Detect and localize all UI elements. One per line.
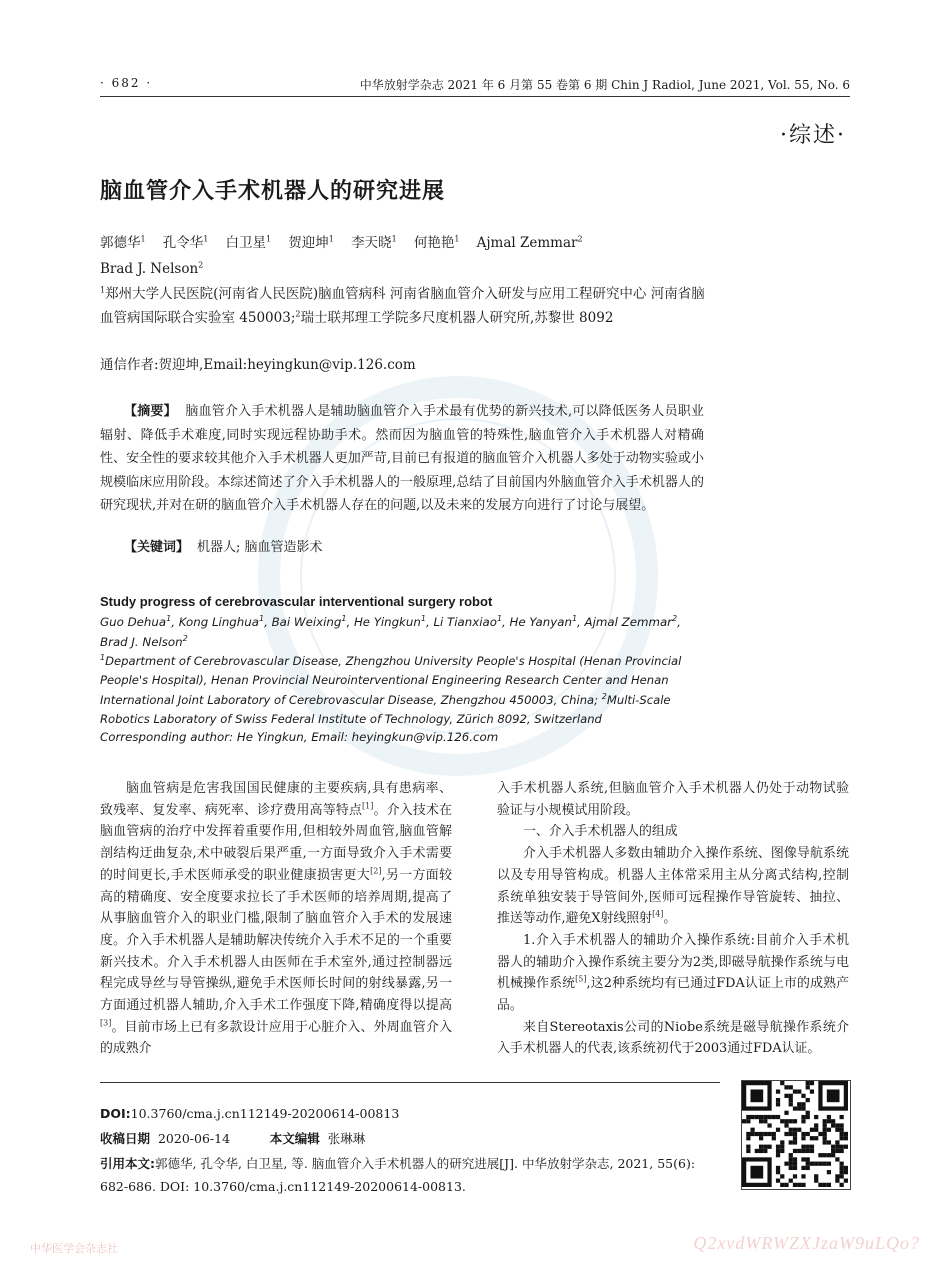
doi-link[interactable]: 10.3760/cma.j.cn112149-20200614-00813 — [130, 1106, 400, 1121]
author: Brad J. Nelson$^2$ — [100, 260, 204, 277]
citation-ref[interactable]: [2] — [370, 866, 382, 876]
keywords — [124, 536, 323, 555]
keywords-text: 机器人; 脑血管造影术 — [197, 540, 323, 555]
body-paragraph: 1.介入手术机器人的辅助介入操作系统:目前介入手术机器人的辅助介入操作系统主要分为2类,即磁导航操作系统与电机械操作系统[5],这2种系统均有已通过FDA认证上市的成熟产品。 — [497, 932, 850, 1014]
article-title: 脑血管介入手术机器人的研究进展 — [100, 179, 446, 204]
doi-line: DOI:10.3760/cma.j.cn112149-20200614-00813 — [100, 1106, 400, 1121]
body-paragraph: 脑血管病是危害我国国民健康的主要疾病,具有患病率、致残率、复发率、病死率、诊疗费用高等特点[1]。介入技术在脑血管病的治疗中发挥着重要作用,但相较外周血管,脑血管解剖结构迂曲复杂,术中破裂后果严重,一方面导致介入手术需要的时间更长,手术医师承受的职业健康损害更大[2],另一方面较高的精确度、安全度要求拉长了手术医师的培养周期,提高了从事脑血管介入的职业门槛,限制了脑血管介入手术的发展速度。介入手术机器人是辅助解决传统介入手术不足的一个重要新兴技术。介入手术机器人由医师在手术室外,通过控制器远程完成导丝与导管操纵,避免手术医师长时间的射线暴露,另一方面通过机器人辅助,介入手术工作强度下降,精确度得以提高[3]。目前市场上已有多款设计应用于心脏介入、外周血管介入的成熟介 — [100, 781, 453, 1057]
header-rule — [100, 96, 850, 97]
citation-line: 引用本文:郭德华, 孔令华, 白卫星, 等. 脑血管介入手术机器人的研究进展[J]. 中华放射学杂志, 2021, 55(6): 682-686. DOI: 10.3760/cma.j.cn112149-20200614-00813. — [100, 1156, 696, 1194]
author: Ajmal Zemmar$^2$ — [476, 234, 583, 251]
affiliation-en: $^1$Department of Cerebrovascular Disease, Zhengzhou University People's Hospital (Henan Provincial People's Hospital), Henan Provincial Neurointerventional Engineering Research Center and Henan International Joint Laboratory of Cerebrovascular Disease, Zhengzhou 450003, China; $^2$Multi-Scale Robotics Laboratory of Swiss Federal Institute of Technology, Zürich 8092, Switzerland — [100, 653, 682, 727]
author: 郭德华$^1$ — [100, 234, 146, 251]
body-column-left — [100, 778, 452, 1060]
body-paragraph: 入手术机器人系统,但脑血管介入手术机器人仍处于动物试验验证与小规模试用阶段。 — [497, 781, 849, 818]
section-tag: ·综述· — [780, 123, 846, 148]
citation-ref[interactable]: [5] — [575, 975, 587, 985]
corresponding-author-cn: 通信作者:贺迎坤,Email:heyingkun@vip.126.com — [100, 357, 416, 373]
page-number: · 682 · — [100, 76, 153, 90]
running-head: 中华放射学杂志 2021 年 6 月第 55 卷第 6 期 Chin J Radiol, June 2021, Vol. 55, No. 6 — [359, 78, 850, 92]
author-list-cn — [100, 230, 720, 282]
author: 孔令华$^1$ — [162, 234, 209, 251]
citation-ref[interactable]: [1] — [362, 801, 374, 811]
keywords-label: 【关键词】 — [124, 540, 190, 555]
publisher-watermark-logo: 中华医学会杂志社 — [30, 1242, 118, 1255]
author: 白卫星$^1$ — [225, 234, 272, 251]
qr-code[interactable] — [741, 1080, 851, 1190]
qr-code-icon — [742, 1081, 848, 1187]
abstract-label: 【摘要】 — [124, 404, 177, 419]
author: 何艳艳$^1$ — [413, 234, 460, 251]
abstract-text: 脑血管介入手术机器人是辅助脑血管介入手术最有优势的新兴技术,可以降低医务人员职业辐射、降低手术难度,同时实现远程协助手术。然而因为脑血管的特殊性,脑血管介入手术机器人对精确性、安全性的要求较其他介入手术机器人更加严苛,目前已有报道的脑血管介入机器人多处于动物实验或小规模临床应用阶段。本综述简述了介入手术机器人的一般原理,总结了目前国内外脑血管介入手术机器人的研究现状,并对在研的脑血管介入手术机器人存在的问题,以及未来的发展方向进行了讨论与展望。 — [100, 404, 704, 513]
author: 贺迎坤$^1$ — [288, 234, 334, 251]
author-list-en: Guo Dehua$^1$, Kong Linghua$^1$, Bai Weixing$^1$, He Yingkun$^1$, Li Tianxiao$^1$, He Yanyan$^1$, Ajmal Zemmar$^2$, Brad J. Nelson$^2$ — [100, 614, 681, 649]
author: 李天晓$^1$ — [351, 234, 397, 251]
footer-rule — [100, 1082, 720, 1083]
affiliation-cn: $^1$郑州大学人民医院(河南省人民医院)脑血管病科 河南省脑血管介入研发与应用工程研究中心 河南省脑血管病国际联合实验室 450003;$^2$瑞士联邦理工学院多尺度机器人研究所,苏黎世 8092 — [100, 285, 705, 326]
abstract — [100, 400, 704, 518]
english-title: Study progress of cerebrovascular interventional surgery robot — [100, 594, 493, 609]
citation-ref[interactable]: [4] — [652, 909, 664, 919]
body-paragraph: 介入手术机器人多数由辅助介入操作系统、图像导航系统以及专用导管构成。机器人主体常采用主从分离式结构,控制系统单独安装于导管间外,医师可远程操作导管旋转、抽拉、推送等动作,避免X射线照射[4]。 — [497, 846, 849, 927]
corresponding-author-en: Corresponding author: He Yingkun, Email: heyingkun@vip.126.com — [100, 730, 499, 744]
download-watermark-code: Q2xvdWRWZXJzaW9uLQo? — [693, 1233, 920, 1253]
body-paragraph: 来自Stereotaxis公司的Niobe系统是磁导航操作系统介入手术机器人的代表,该系统初代于2003通过FDA认证。 — [497, 1019, 849, 1057]
citation-ref[interactable]: [3] — [100, 1018, 112, 1028]
body-column-right — [497, 778, 849, 1060]
received-line: 收稿日期 2020-06-14 本文编辑 张琳琳 — [100, 1131, 366, 1146]
section-heading: 一、介入手术机器人的组成 — [523, 824, 678, 840]
